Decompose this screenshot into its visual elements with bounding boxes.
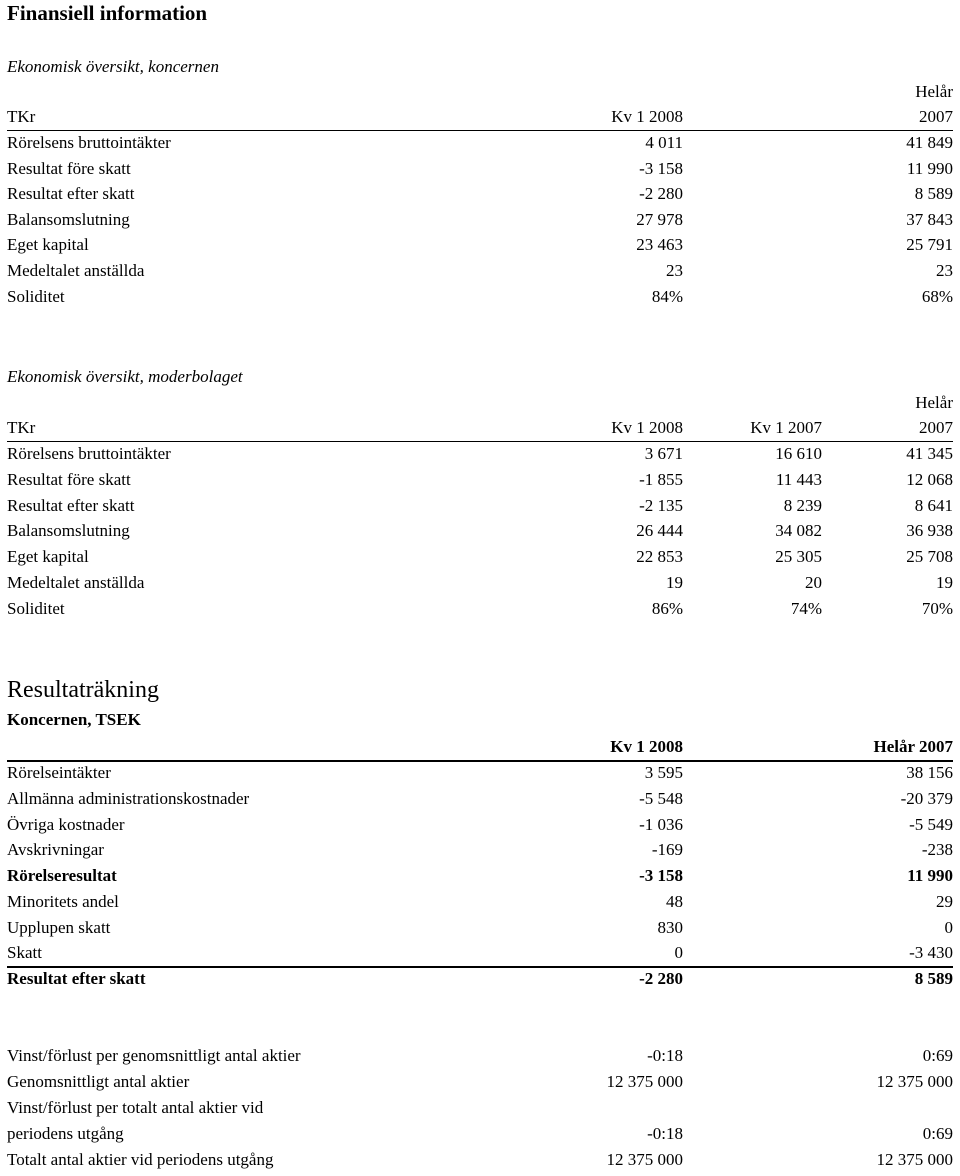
cell-col3: 70%: [921, 598, 953, 618]
cell-col1: -0:18: [647, 1046, 683, 1065]
table-row: [7, 287, 953, 313]
table-row: [7, 159, 953, 185]
cell-col1: 3 595: [644, 763, 683, 782]
cell-col3: 25 791: [906, 235, 953, 255]
row-label: Övriga kostnader: [7, 814, 125, 834]
cell-col3: 41 345: [906, 444, 953, 463]
row-label: Soliditet: [7, 598, 65, 618]
row-label: Genomsnittligt antal aktier: [7, 1072, 190, 1092]
cell-col1: 84%: [651, 286, 683, 306]
table-row: [7, 261, 953, 287]
table-row: [7, 1072, 953, 1098]
cell-col3: 0: [944, 917, 953, 937]
row-label: periodens utgång: [7, 1124, 124, 1144]
cell-col1: 22 853: [636, 547, 683, 567]
cell-col3: 19: [936, 573, 953, 592]
row-label: Totalt antal aktier vid periodens utgång: [7, 1150, 274, 1170]
header-col2: Kv 1 2007: [750, 418, 822, 437]
cell-col3: 41 849: [906, 133, 953, 152]
header-helar: Helår: [915, 82, 953, 101]
row-label: Balansomslutning: [7, 521, 130, 541]
header-col1: Kv 1 2008: [610, 737, 683, 756]
cell-col3: 8 589: [914, 184, 953, 204]
cell-col1: 23: [666, 261, 683, 280]
row-label: Minoritets andel: [7, 891, 119, 911]
cell-col1: 4 011: [645, 133, 683, 152]
cell-col1: -2 280: [639, 184, 683, 204]
table-row: [7, 918, 953, 944]
cell-col3: 25 708: [906, 547, 953, 567]
cell-col3: 0:69: [922, 1124, 953, 1144]
table-row: [7, 470, 953, 496]
table-row: [7, 1124, 953, 1150]
cell-col1: -1 855: [639, 469, 683, 489]
row-label: Resultat efter skatt: [7, 184, 135, 204]
cell-col3: 23: [936, 261, 953, 280]
table-row: [7, 210, 953, 236]
cell-col1: -0:18: [647, 1124, 683, 1144]
cell-col1: -3 158: [639, 158, 683, 178]
row-label: Medeltalet anställda: [7, 573, 145, 592]
cell-col1: 86%: [651, 598, 683, 618]
cell-col3: -3 430: [909, 943, 953, 963]
table-row: [7, 815, 953, 841]
cell-col1: 3 671: [644, 444, 683, 463]
cell-col2: 34 082: [775, 521, 822, 541]
divider: [7, 130, 953, 131]
cell-col3: 12 068: [906, 469, 953, 489]
row-label: Balansomslutning: [7, 209, 130, 229]
section-subheading: Koncernen, TSEK: [7, 710, 141, 729]
table-row: [7, 1046, 953, 1072]
cell-col1: 12 375 000: [606, 1072, 683, 1092]
header-label: TKr: [7, 418, 36, 437]
page-title: Finansiell information: [7, 1, 208, 25]
cell-col2: 8 239: [783, 495, 822, 515]
table-row: [7, 573, 953, 599]
row-label: Skatt: [7, 943, 42, 963]
row-label: Eget kapital: [7, 547, 89, 567]
row-label: Medeltalet anställda: [7, 261, 145, 280]
cell-col2: 16 610: [775, 444, 822, 463]
cell-col1: 27 978: [636, 209, 683, 229]
cell-col1: -2 280: [639, 969, 683, 988]
table-row: [7, 547, 953, 573]
divider: [7, 966, 953, 968]
section-heading: Resultaträkning: [7, 677, 159, 703]
cell-col1: 26 444: [636, 521, 683, 541]
header-helar: Helår: [915, 393, 953, 412]
table-row: [7, 521, 953, 547]
cell-col2: 25 305: [775, 547, 822, 567]
row-label: Resultat efter skatt: [7, 969, 146, 988]
cell-col1: 830: [657, 917, 683, 937]
row-label: Soliditet: [7, 286, 65, 306]
table-row: [7, 599, 953, 625]
table-row: [7, 133, 953, 159]
cell-col3: 68%: [921, 286, 953, 306]
header-col3: 2007: [919, 418, 953, 437]
row-label: Avskrivningar: [7, 840, 104, 860]
cell-col1: -169: [651, 840, 683, 860]
table-row: [7, 1150, 953, 1176]
header-col1: Kv 1 2008: [611, 107, 683, 126]
table-row: [7, 444, 953, 470]
cell-col1: -1 036: [639, 814, 683, 834]
header-col3: Helår 2007: [873, 737, 953, 756]
cell-col2: 74%: [790, 598, 822, 618]
table-row: [7, 763, 953, 789]
cell-col1: 23 463: [636, 235, 683, 255]
row-label: Resultat efter skatt: [7, 495, 135, 515]
table-row: [7, 789, 953, 815]
cell-col3: 12 375 000: [876, 1150, 953, 1170]
cell-col3: -5 549: [909, 814, 953, 834]
table-row: [7, 1098, 953, 1124]
divider: [7, 760, 953, 762]
cell-col3: 29: [936, 891, 953, 911]
row-label: Rörelseresultat: [7, 866, 117, 885]
header-label: TKr: [7, 107, 36, 126]
cell-col3: 36 938: [906, 521, 953, 541]
cell-col1: -3 158: [639, 866, 683, 885]
cell-col1: -2 135: [639, 495, 683, 515]
section-subtitle: Ekonomisk översikt, moderbolaget: [7, 367, 243, 386]
cell-col3: 0:69: [922, 1046, 953, 1065]
cell-col3: 8 589: [914, 969, 953, 988]
cell-col3: 37 843: [906, 209, 953, 229]
cell-col3: -238: [921, 840, 953, 860]
cell-col1: 0: [674, 943, 683, 963]
row-label: Vinst/förlust per totalt antal aktier vid: [7, 1098, 264, 1118]
cell-col3: 38 156: [906, 763, 953, 782]
table-row: [7, 840, 953, 866]
cell-col2: 20: [805, 573, 822, 592]
row-label: Vinst/förlust per genomsnittligt antal aktier: [7, 1046, 301, 1065]
table-row: [7, 235, 953, 261]
table-row: [7, 866, 953, 892]
table-row: [7, 496, 953, 522]
cell-col3: 11 990: [907, 866, 953, 885]
row-label: Rörelseintäkter: [7, 763, 111, 782]
row-label: Upplupen skatt: [7, 917, 111, 937]
table-row: [7, 184, 953, 210]
cell-col1: 48: [666, 891, 683, 911]
row-label: Rörelsens bruttointäkter: [7, 444, 171, 463]
section-subtitle: Ekonomisk översikt, koncernen: [7, 57, 219, 76]
row-label: Rörelsens bruttointäkter: [7, 133, 171, 152]
divider: [7, 441, 953, 442]
cell-col1: -5 548: [639, 788, 683, 808]
header-col1: Kv 1 2008: [611, 418, 683, 437]
cell-col3: -20 379: [900, 788, 953, 808]
cell-col3: 12 375 000: [876, 1072, 953, 1092]
row-label: Allmänna administrationskostnader: [7, 788, 250, 808]
cell-col3: 11 990: [906, 158, 953, 178]
table-row: [7, 892, 953, 918]
row-label: Eget kapital: [7, 235, 89, 255]
header-col3: 2007: [919, 107, 953, 126]
table-row: [7, 969, 953, 995]
cell-col3: 8 641: [914, 495, 953, 515]
cell-col2: 11 443: [775, 469, 822, 489]
cell-col1: 19: [666, 573, 683, 592]
cell-col1: 12 375 000: [606, 1150, 683, 1170]
row-label: Resultat före skatt: [7, 469, 131, 489]
row-label: Resultat före skatt: [7, 158, 131, 178]
